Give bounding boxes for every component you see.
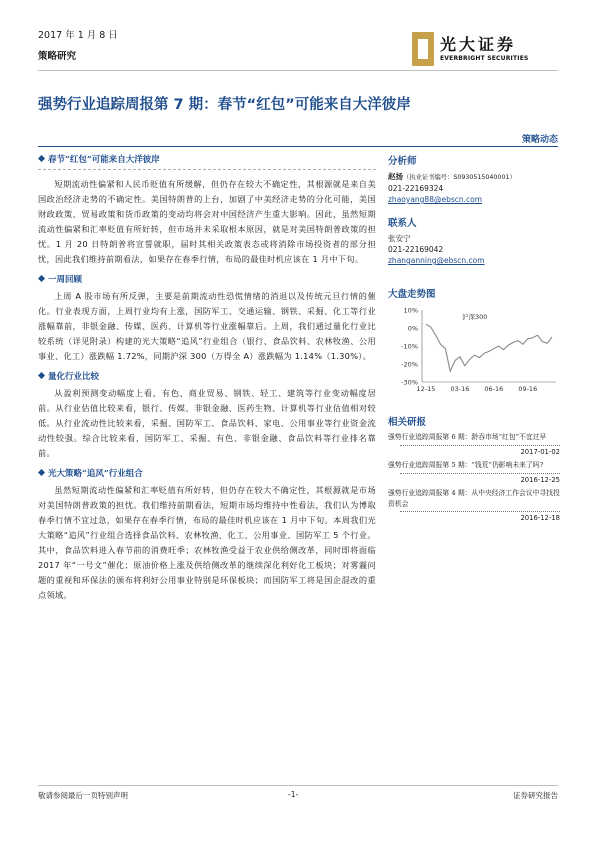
y-tick-label: -10% bbox=[401, 342, 418, 351]
related-report-title[interactable]: 强势行业追踪周报第 6 期：龄吞市场“红包”不宜过早 bbox=[388, 433, 547, 441]
analyst-info bbox=[388, 171, 560, 183]
y-tick-label: 0% bbox=[407, 324, 418, 333]
footer-divider bbox=[38, 785, 558, 786]
section bbox=[38, 153, 376, 267]
sidebar bbox=[388, 153, 560, 527]
diamond-bullet-icon bbox=[38, 155, 45, 162]
diamond-bullet-icon bbox=[38, 469, 45, 476]
y-tick-label: -20% bbox=[401, 360, 418, 369]
x-tick-label: 03-16 bbox=[450, 385, 470, 393]
x-tick-label: 09-16 bbox=[518, 385, 538, 393]
diamond-bullet-icon bbox=[38, 372, 45, 379]
related-report[interactable] bbox=[388, 488, 560, 524]
analyst-cert: （执业证书编号：S0930515040001） bbox=[403, 174, 516, 181]
main-body bbox=[38, 153, 376, 609]
y-tick-label: -30% bbox=[401, 378, 418, 387]
footer-disclaimer[interactable]: 敬请参阅最后一页特别声明 bbox=[38, 791, 128, 800]
logo-name-en: EVERBRIGHT SECURITIES bbox=[440, 55, 529, 62]
related-report-date: 2016-12-25 bbox=[400, 473, 560, 486]
report-tag: 策略动态 bbox=[521, 135, 558, 145]
report-date: 2017 年 1 月 8 日 bbox=[38, 30, 118, 41]
section bbox=[38, 467, 376, 603]
report-title: 强势行业追踪周报第 7 期：春节“红包”可能来自大洋彼岸 bbox=[38, 97, 411, 113]
related-report[interactable] bbox=[388, 432, 560, 457]
y-tick-label: 10% bbox=[403, 306, 418, 315]
analyst-phone: 021-22169324 bbox=[388, 184, 444, 193]
paragraph: 从盈利预测变动幅度上看，有色、商业贸易、钢铁、轻工、建筑等行业变动幅度居前。从行业估值比较来看，银行、传媒、非银金融、医药生物、计算机等行业估值相对较低。从行业流动性比较来看，采掘、国防军工、食品饮料、家电、公用事业等行业资金流动性较强。综合比较来看，国防军工、采掘、有色、非银金融、食品饮料等行业排名靠前。 bbox=[38, 388, 376, 458]
analyst-heading: 分析师 bbox=[388, 156, 417, 167]
section bbox=[38, 370, 376, 461]
title-divider bbox=[38, 146, 558, 147]
logo-mark-icon bbox=[412, 32, 434, 66]
report-category: 策略研究 bbox=[38, 51, 77, 62]
paragraph: 短期流动性偏紧和人民币贬值有所缓解，但仍存在较大不确定性，其根源就是来自美国政治经济走势的不确定性。美国特朗普的上台，加剧了中美经济走势的分化可能，美国财政政策、贸易政策和货币政策的变动均将会对中国经济产生重大影响。因此，虽然短期流动性偏紧和汇率贬值有所好转，但市场并未采取根本原因，就是对美国特朗普政策的担忧。1 月 20 日特朗普将宣誓就职，届时其相关政策表态或将消除市场投资者的部分担忧，因此我们维持前期看法，如果存在春季行情，布局的最佳时机应该在 1 月中下旬。 bbox=[38, 179, 376, 264]
related-report[interactable] bbox=[388, 460, 560, 485]
page-number: -1- bbox=[288, 790, 299, 799]
contact-email-link[interactable]: zhanganning@ebscn.com bbox=[388, 256, 485, 265]
chart-heading: 大盘走势图 bbox=[388, 289, 436, 300]
related-report-title[interactable]: 强势行业追踪周报第 5 期：“钱荒”仍影响未来了吗? bbox=[388, 461, 544, 469]
footer-report-type: 证券研究报告 bbox=[513, 791, 558, 800]
paragraph: 上周 A 股市场有所反弹，主要是前期流动性恐慌情绪的消退以及传统元旦行情的催化。行业表现方面，上周行业均有上涨，国防军工、交通运输、钢铁、采掘、化工等行业涨幅靠前，非银金融、传媒、医药、计算机等行业涨幅靠后。上周，我们通过量化行业比较系统（详见附录）构建的光大策略“追风”行业组合（银行、食品饮料、农林牧渔、公用事业、化工）涨跌幅 1.72%，同期沪深 300（万得全 A）涨跌幅为 1.14%（1.30%）。 bbox=[38, 291, 376, 361]
x-tick-label: 06-16 bbox=[484, 385, 504, 393]
contact-phone: 021-22169042 bbox=[388, 245, 444, 254]
market-chart bbox=[388, 304, 560, 404]
logo-name-cn: 光大证券 bbox=[440, 35, 517, 54]
section-heading: 量化行业比较 bbox=[38, 370, 376, 382]
legend-label: 沪深300 bbox=[462, 313, 488, 321]
related-report-date: 2017-01-02 bbox=[400, 445, 560, 458]
header-divider bbox=[38, 70, 558, 71]
section bbox=[38, 273, 376, 364]
company-logo bbox=[412, 30, 562, 70]
section-heading: 一周回顾 bbox=[38, 273, 376, 285]
contact-heading: 联系人 bbox=[388, 218, 417, 229]
section-heading: 春节“红包”可能来自大洋彼岸 bbox=[38, 153, 376, 165]
market-chart-svg bbox=[388, 304, 560, 404]
section-divider bbox=[38, 169, 376, 171]
analyst-email-link[interactable]: zhaoyang88@ebscn.com bbox=[388, 195, 483, 204]
x-tick-label: 12-15 bbox=[416, 385, 436, 393]
diamond-bullet-icon bbox=[38, 275, 45, 282]
related-report-date: 2016-12-18 bbox=[400, 511, 560, 524]
related-report-title[interactable]: 强势行业追踪周报第 4 期：从中央经济工作会议中寻找投资机会 bbox=[388, 489, 560, 508]
related-heading: 相关研报 bbox=[388, 417, 427, 428]
analyst-name: 赵扬 bbox=[388, 172, 403, 181]
section-heading: 光大策略“追风”行业组合 bbox=[38, 467, 376, 479]
paragraph: 虽然短期流动性偏紧和汇率贬值有所好转，但仍存在较大不确定性，其根源就是市场对美国特朗普政策的担忧。我们维持前期看法，短期市场均维持中性看法，我们认为博取春季行情不宜过急，如果存在春季行情，布局的最佳时机应该在 1 月中下旬。本周我们光大策略“追风”行业组合选择食品饮料、农林牧渔、化工、公用事业、国防军工 5 个行业。其中，食品饮料进入春节前的消费旺季；农林牧渔受益于农业供给侧改革，同时即将面临 2017 年“一号文”催化；原油价格上涨及供给侧改革的继续深化利好化工板块；对雾霾问题的重视和环保法的颁布将利好公用事业特别是环保板块；而国防军工将是国企混改的重点领域。 bbox=[38, 485, 376, 600]
contact-name: 张安宁 bbox=[388, 234, 411, 243]
series-line-hs300 bbox=[426, 324, 552, 371]
